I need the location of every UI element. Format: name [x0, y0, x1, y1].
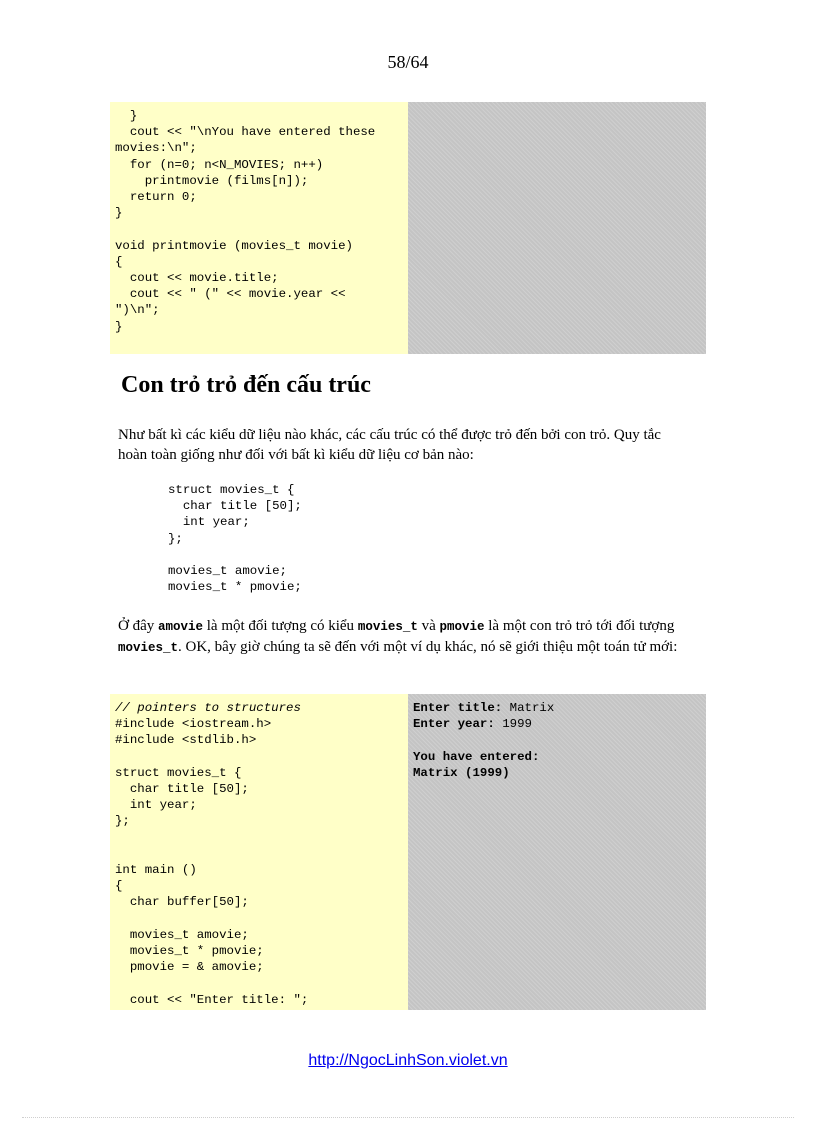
code-comment: // pointers to structures: [115, 701, 301, 715]
program-output: [413, 700, 702, 781]
output-label: Enter year:: [413, 717, 495, 732]
inline-code-movies-t: movies_t: [118, 641, 179, 655]
output-panel: [408, 694, 706, 1010]
paragraph-intro: Như bất kì các kiểu dữ liệu nào khác, các cấu trúc có thể được trỏ đến bởi con trỏ. Quy tắc hoàn toàn giống như đối với bất kì kiểu dữ liệu cơ bản nào:: [118, 427, 661, 463]
code-example-2: [110, 694, 706, 1010]
text-segment: là một con trỏ trỏ tới đối tượng: [484, 618, 675, 634]
code-example-1: [110, 102, 706, 354]
code-listing: [110, 102, 408, 354]
text-segment: là một đối tượng có kiểu: [203, 618, 358, 634]
page-divider: [22, 1117, 794, 1118]
code-block: [115, 700, 404, 1008]
output-value: 1999: [494, 717, 532, 732]
text-segment: . OK, bây giờ chúng ta sẽ đến với một ví dụ khác, nó sẽ giới thiệu một toán tử mới:: [178, 639, 678, 655]
inline-code-movies-t: movies_t: [357, 620, 418, 634]
section-heading: Con trỏ trỏ đến cấu trúc: [121, 372, 371, 398]
code-snippet: struct movies_t { char title [50]; int year; }; movies_t amovie; movies_t * pmovie;: [168, 483, 302, 595]
paragraph-explanation: [118, 616, 678, 658]
text-segment: Ở đây: [118, 618, 158, 634]
output-label: Enter title:: [413, 701, 503, 715]
code-body: #include <iostream.h> #include <stdlib.h> struct movies_t { char title [50]; int year; }; int main () { char buffer[50]; movies_t amovie; movies_t * pmovie; pmovie = & amovie; cout << "Enter title: ";: [115, 717, 309, 1007]
inline-code-pmovie: pmovie: [439, 620, 485, 634]
output-label: You have entered:: [413, 749, 540, 764]
output-value: Matrix (1999): [413, 765, 510, 780]
text-segment: và: [417, 618, 440, 634]
output-panel: [408, 102, 706, 354]
code-listing: [110, 694, 408, 1010]
output-value: Matrix: [502, 701, 555, 715]
code-block: } cout << "\nYou have entered these movies:\n"; for (n=0; n<N_MOVIES; n++) printmovie (films[n]); return 0; } void printmovie (movies_t movie) { cout << movie.title; cout << " (" << movie.year << ")\n"; }: [115, 109, 376, 334]
footer-link[interactable]: http://NgocLinhSon.violet.vn: [308, 1052, 508, 1069]
page-number: 58/64: [387, 52, 429, 72]
inline-code-amovie: amovie: [158, 620, 204, 634]
